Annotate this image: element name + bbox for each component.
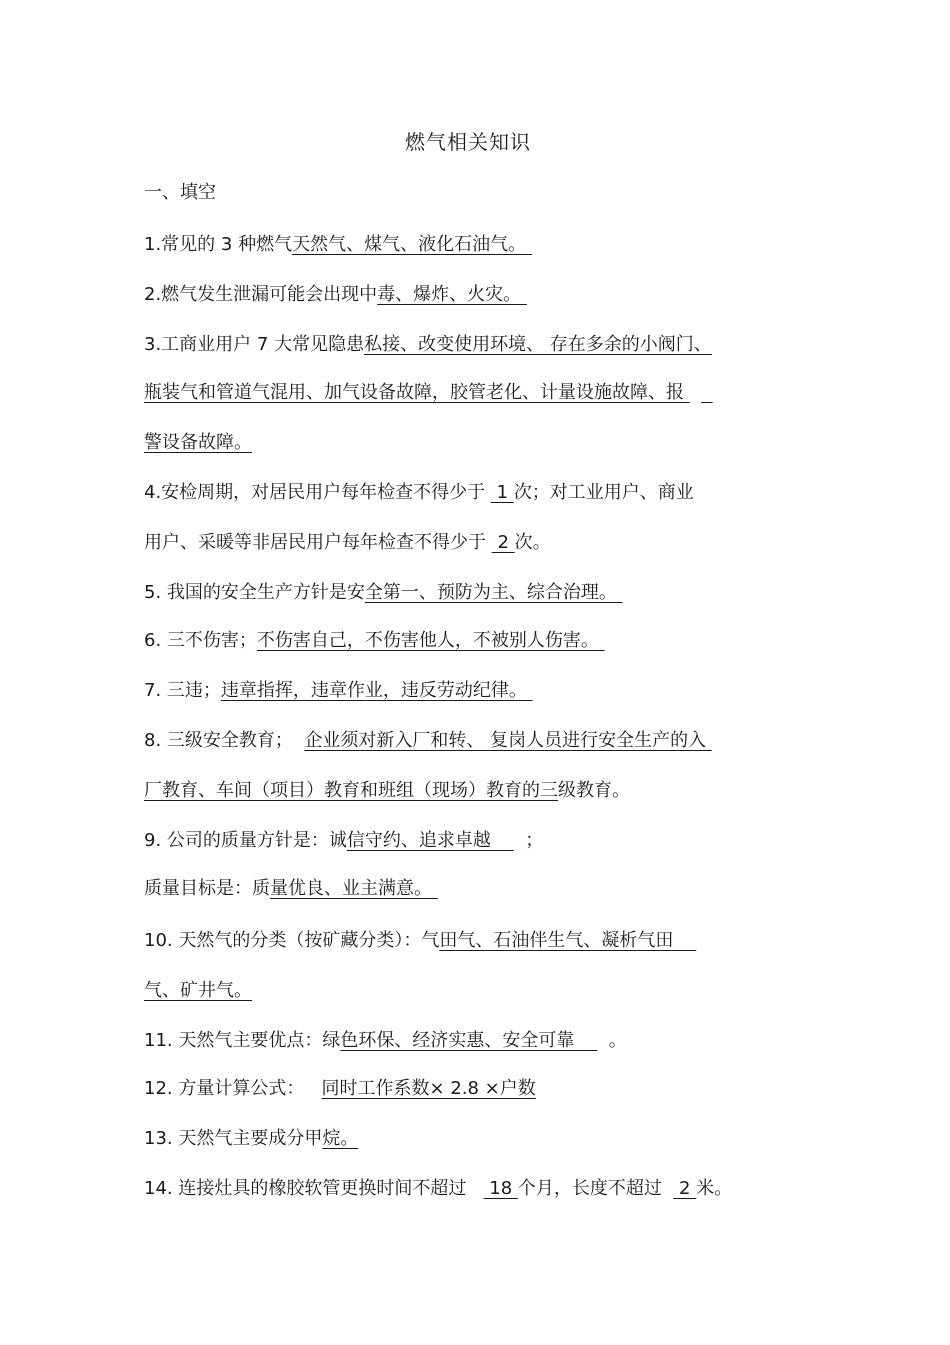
answer-text: 瓶装气和管道气混用、加气设备故障，胶管老化、计量设施故障、报: [144, 382, 690, 403]
answer-text: 毒、爆炸、火灾。: [377, 284, 527, 305]
question-text: 5. 我国的安全生产方针是安: [144, 582, 365, 603]
question-text: 10. 天然气的分类（按矿藏分类）：气: [144, 930, 440, 951]
question-text: 12. 方量计算公式：: [144, 1078, 322, 1099]
question-text: 11. 天然气主要优点：绿: [144, 1030, 341, 1051]
question-text: 级教育。: [558, 780, 630, 801]
question-text: 次。: [514, 532, 551, 553]
answer-text: 量优良、业主满意。: [270, 878, 438, 899]
text-line: [144, 876, 809, 902]
answer-text: 2: [673, 1178, 697, 1199]
question-text: 14. 连接灶具的橡胶软管更换时间不超过: [144, 1178, 484, 1199]
question-text: 个月，长度不超过: [517, 1178, 674, 1199]
answer-text: 厂教育、车间（项目）教育和班组（现场）教育的三: [144, 780, 558, 801]
answer-text: 警设备故障。: [144, 432, 252, 453]
question-text: 4.安检周期，对居民用户每年检查不得少于: [144, 482, 491, 503]
text-line: [144, 928, 809, 954]
answer-text: 2: [491, 532, 515, 553]
answer-text: 气、矿井气。: [144, 980, 252, 1001]
text-line: [144, 628, 809, 654]
question-text: 用户、采暖等非居民用户每年检查不得少于: [144, 532, 492, 553]
text-line: [144, 678, 809, 704]
text-line: [144, 430, 809, 456]
text-line: [144, 1076, 809, 1102]
question-text: 2.燃气发生泄漏可能会出现中: [144, 284, 378, 305]
question-text: 1.常见的 3 种燃气: [144, 234, 293, 255]
text-line: [144, 1028, 809, 1054]
question-text: 质量目标是：质: [144, 878, 270, 899]
text-line: [144, 580, 809, 606]
answer-text: 天然气、煤气、液化石油气。: [292, 234, 532, 255]
text-line: [144, 232, 809, 258]
answer-text: 同时工作系数× 2.8 ×户数: [321, 1078, 536, 1099]
text-line: [144, 380, 809, 406]
text-line: [144, 480, 809, 506]
answer-text: 1: [490, 482, 514, 503]
answer-text: 18: [483, 1178, 518, 1199]
answer-text: 违章指挥，违章作业，违反劳动纪律。: [220, 680, 533, 701]
answer-text: 田气、石油伴生气、凝析气田: [439, 930, 697, 951]
text-line: [144, 728, 809, 754]
page-title: 燃气相关知识: [405, 130, 531, 154]
answer-text: 私接、改变使用环境、 存在多余的小阀门、: [364, 334, 712, 355]
text-line: [144, 978, 809, 1004]
section-heading: 一、填空: [144, 182, 216, 203]
question-text: 次；对工业用户、商业: [513, 482, 694, 503]
question-text: 3.工商业用户 7 大常见隐患: [144, 334, 365, 355]
question-text: 8. 三级安全教育；: [144, 730, 305, 751]
answer-text: [701, 382, 712, 403]
text-line: [144, 282, 809, 308]
text-line: [144, 828, 809, 854]
question-text: 6. 三不伤害；: [144, 630, 257, 651]
question-text: 13. 天然气主要成分甲: [144, 1128, 323, 1149]
text-line: [144, 1126, 809, 1152]
text-line: [144, 530, 809, 556]
answer-text: 信守约、追求卓越: [346, 830, 514, 851]
question-text: 米。: [696, 1178, 733, 1199]
question-text: ；: [513, 830, 544, 851]
answer-text: 色环保、经济实惠、安全可靠: [340, 1030, 598, 1051]
answer-text: 烷。: [322, 1128, 359, 1149]
question-text: [690, 382, 701, 403]
text-line: [144, 332, 809, 358]
text-line: [144, 778, 809, 804]
answer-text: 企业须对新入厂和转、 复岗人员进行安全生产的入: [304, 730, 712, 751]
text-line: [144, 1176, 809, 1202]
answer-text: 不伤害自己，不伤害他人，不被别人伤害。: [256, 630, 605, 651]
question-text: 7. 三违；: [144, 680, 221, 701]
answer-text: 全第一、预防为主、综合治理。: [364, 582, 623, 603]
question-text: 。: [597, 1030, 627, 1051]
question-text: 9. 公司的质量方针是：诚: [144, 830, 347, 851]
